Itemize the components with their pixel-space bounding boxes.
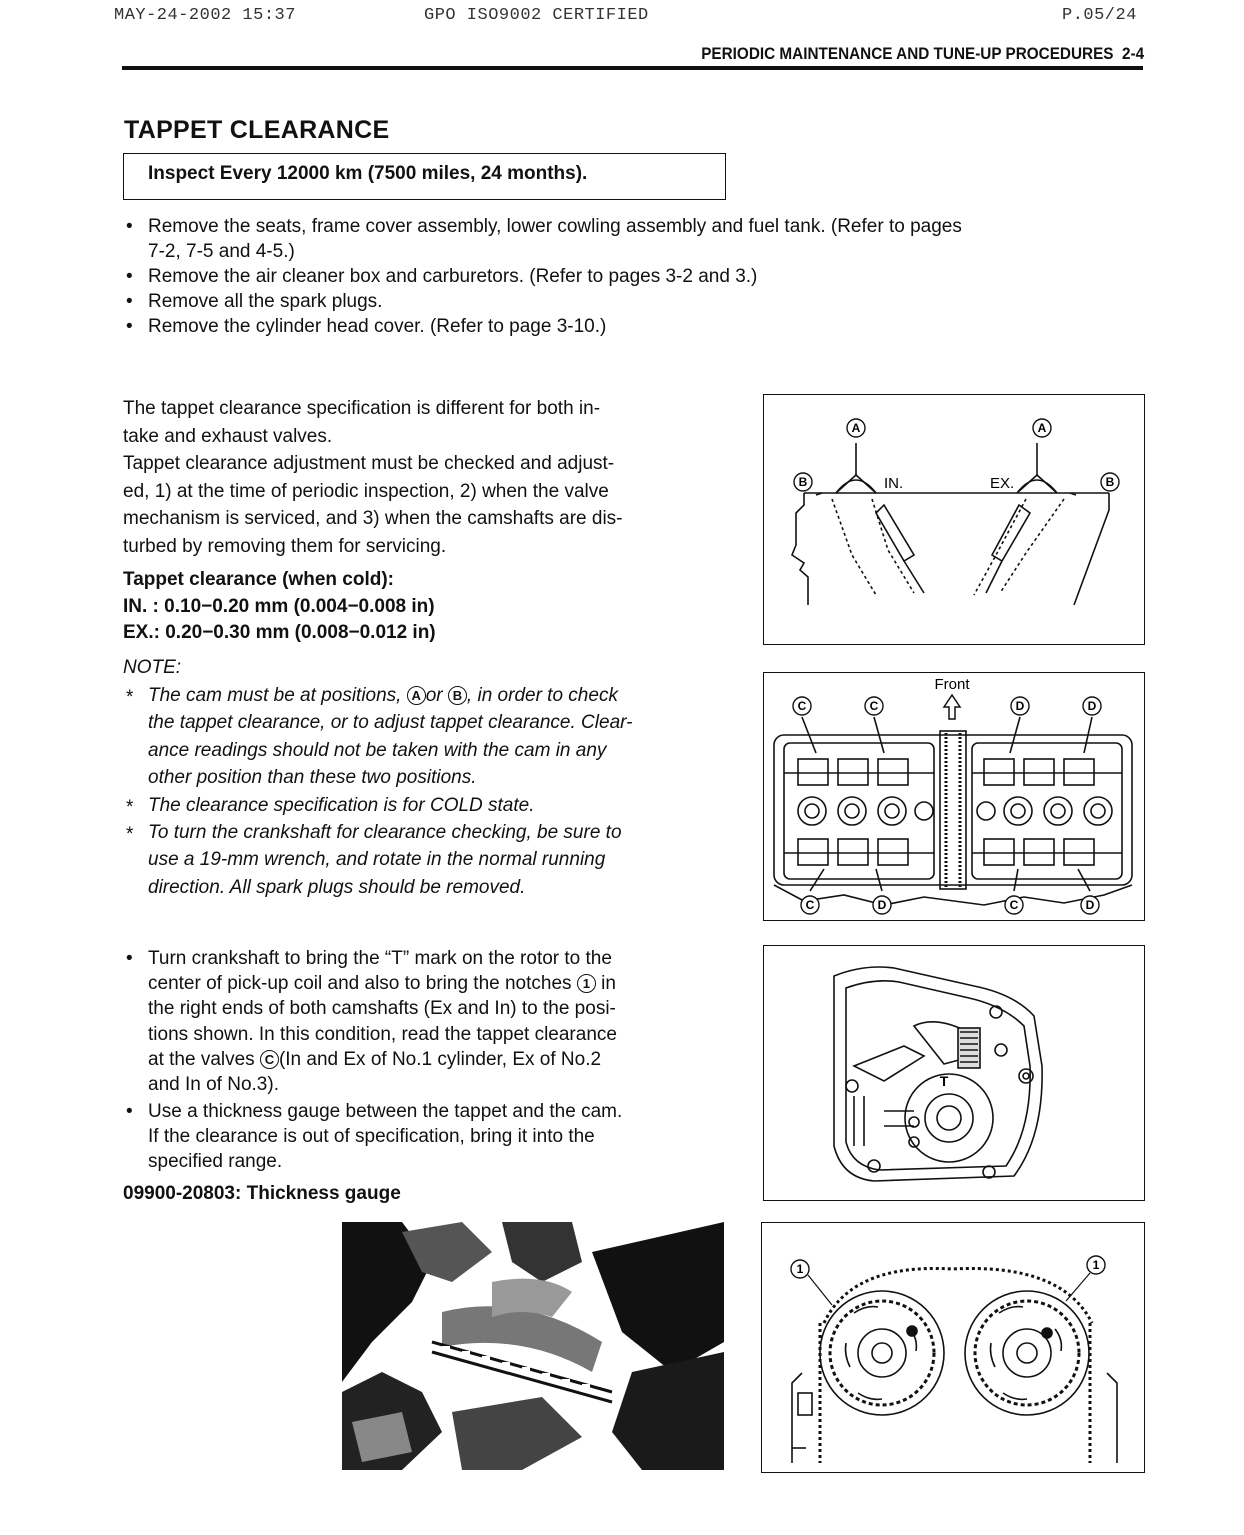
intro-line: take and exhaust valves.	[123, 425, 333, 447]
valve-angle-figure	[763, 394, 1145, 645]
spec-intake: IN. : 0.10−0.20 mm (0.004−0.008 in)	[123, 595, 435, 617]
procedure-text: and In of No.3).	[148, 1074, 279, 1096]
intro-line: The tappet clearance specification is different for both in-	[123, 398, 601, 419]
label-d: D	[1085, 898, 1095, 912]
spec-block	[123, 567, 733, 647]
cam-layout-figure	[763, 672, 1145, 921]
notch-label: 1	[1092, 1258, 1100, 1272]
sprocket-diagram	[762, 1223, 1143, 1471]
note-label: NOTE:	[123, 657, 182, 678]
position-b-icon: B	[448, 686, 467, 705]
bullet: •	[126, 291, 133, 312]
bullet: •	[126, 216, 133, 237]
prep-step	[126, 314, 607, 339]
t-mark-label: T	[939, 1073, 949, 1089]
note-star: *	[126, 824, 134, 845]
fax-page: P.05/24	[1062, 6, 1137, 25]
intro-paragraph	[123, 395, 733, 560]
notch-1-icon: 1	[577, 974, 596, 993]
procedure-text: Turn crankshaft to bring the “T” mark on the rotor to the	[148, 948, 612, 969]
section-title: TAPPET CLEARANCE	[124, 116, 390, 144]
valve-c-icon: C	[260, 1050, 279, 1069]
procedure-text: the right ends of both camshafts (Ex and In) to the posi-	[148, 998, 616, 1020]
fax-date-time: MAY-24-2002 15:37	[114, 6, 296, 25]
rotor-figure	[763, 945, 1145, 1201]
note-text: , in order to check	[466, 685, 618, 706]
camshaft-sprocket-figure	[761, 1222, 1145, 1473]
prep-step-text: 7-2, 7-5 and 4-5.)	[148, 241, 295, 262]
inspect-interval: Inspect Every 12000 km (7500 miles, 24 months).	[148, 163, 588, 184]
note-star: *	[126, 797, 134, 818]
note-text: use a 19-mm wrench, and rotate in the normal running	[148, 849, 606, 871]
procedure-text: in	[595, 973, 616, 995]
note-item	[126, 792, 535, 819]
prep-step-text: Remove the air cleaner box and carburetors. (Refer to pages 3-2 and 3.)	[148, 266, 758, 287]
bullet: •	[126, 266, 133, 287]
prep-step	[126, 264, 758, 289]
bullet: •	[126, 948, 133, 969]
note-star: *	[126, 687, 134, 708]
prep-step-text: Remove the seats, frame cover assembly, lower cowling assembly and fuel tank. (Refer to pages	[148, 216, 962, 237]
cam-layout-diagram	[764, 673, 1143, 919]
procedure-text: center of pick-up coil and also to bring the notches	[148, 973, 577, 995]
note-text: The clearance specification is for COLD state.	[148, 795, 535, 816]
bullet: •	[126, 1101, 133, 1122]
label-d: D	[1087, 699, 1097, 713]
position-a-icon: A	[407, 686, 426, 705]
intro-line: turbed by removing them for servicing.	[123, 535, 447, 557]
valve-diagram	[764, 395, 1143, 643]
thickness-gauge-photo	[342, 1222, 724, 1470]
front-arrow-icon	[944, 695, 960, 719]
procedure-text: (In and Ex of No.1 cylinder, Ex of No.2	[278, 1048, 602, 1070]
procedure-step	[126, 946, 748, 1097]
running-header: PERIODIC MAINTENANCE AND TUNE-UP PROCEDURES 2-4	[701, 44, 1144, 63]
note-text: direction. All spark plugs should be removed.	[148, 876, 526, 898]
procedure-text: at the valves	[148, 1048, 260, 1070]
intake-label: IN.	[884, 475, 904, 492]
label-a: A	[1037, 421, 1047, 435]
prep-step-text: Remove the cylinder head cover. (Refer to page 3-10.)	[148, 316, 607, 337]
procedure-text: tions shown. In this condition, read the tappet clearance	[148, 1023, 617, 1045]
note-text: other position than these two positions.	[148, 766, 477, 788]
procedure-text: Use a thickness gauge between the tappet and the cam.	[148, 1101, 623, 1122]
rotor-diagram	[764, 946, 1143, 1199]
spec-title: Tappet clearance (when cold):	[123, 569, 394, 590]
label-c: C	[805, 898, 815, 912]
note-item	[126, 819, 748, 901]
prep-step	[126, 214, 1148, 264]
intro-line: ed, 1) at the time of periodic inspection, 2) when the valve	[123, 480, 609, 502]
photo-graphic	[342, 1222, 724, 1470]
tool-spec: 09900-20803: Thickness gauge	[123, 1183, 401, 1204]
intro-line: Tappet clearance adjustment must be checked and adjust-	[123, 453, 615, 474]
note-text: the tappet clearance, or to adjust tappet clearance. Clear-	[148, 712, 633, 734]
prep-step	[126, 289, 383, 314]
front-label: Front	[934, 676, 970, 693]
label-c: C	[869, 699, 879, 713]
note-text: or	[425, 685, 448, 706]
prep-step-text: Remove all the spark plugs.	[148, 291, 383, 312]
bullet: •	[126, 316, 133, 337]
procedure-text: If the clearance is out of specification, bring it into the	[148, 1126, 595, 1148]
label-b: B	[1105, 475, 1115, 489]
header-rule	[122, 66, 1143, 70]
note-item	[126, 682, 748, 791]
procedure-text: specified range.	[148, 1151, 283, 1173]
label-c: C	[1009, 898, 1019, 912]
note-text: ance readings should not be taken with the cam in any	[148, 739, 607, 761]
fax-certified: GPO ISO9002 CERTIFIED	[424, 6, 649, 25]
intro-line: mechanism is serviced, and 3) when the camshafts are dis-	[123, 508, 623, 529]
label-d: D	[1015, 699, 1025, 713]
label-a: A	[851, 421, 861, 435]
procedure-step	[126, 1099, 748, 1175]
exhaust-label: EX.	[990, 475, 1015, 492]
note-text: To turn the crankshaft for clearance checking, be sure to	[148, 822, 622, 843]
note-text: The cam must be at positions,	[148, 685, 407, 706]
label-d: D	[877, 898, 887, 912]
label-b: B	[798, 475, 808, 489]
spec-exhaust: EX.: 0.20−0.30 mm (0.008−0.012 in)	[123, 622, 436, 643]
notch-label: 1	[796, 1262, 804, 1276]
label-c: C	[797, 699, 807, 713]
